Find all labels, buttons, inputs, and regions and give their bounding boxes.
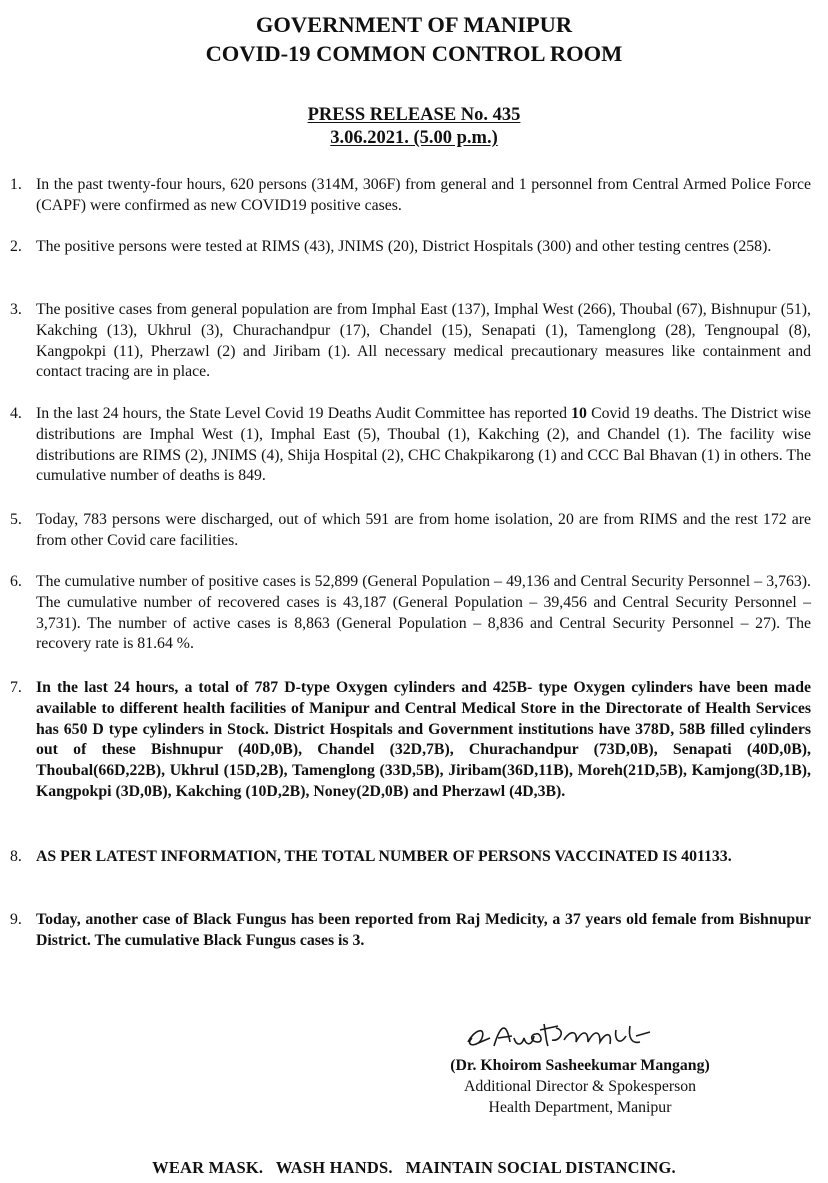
list-item: 4. In the last 24 hours, the State Level Covid 19 Deaths Audit Committee has reported 10 Covid 19 deaths. The District wise distributions are Imphal West (1), Imphal East (5), Thoubal (1), Kakching (2), and Chandel (1). The facility wise distributions are RIMS (2), JNIMS (4), Shija Hospital (2), CHC Chakpikarong (1) and CCC Bal Bhavan (1) in others. The cumulative number of deaths is 849. (10, 405, 812, 485)
release-title: PRESS RELEASE No. 435 (307, 105, 521, 125)
list-item: 7. In the last 24 hours, a total of 787 D-type Oxygen cylinders and 425B- type Oxygen cylinders have been made available to different health facilities of Manipur and Central Medical Store in the Directorate of Health Services has 650 D type cylinders in Stock. District Hospitals and Government institutions have 378D, 58B filled cylinders out of these Bishnupur (40D,0B), Chandel (32D,7B), Churachandpur (73D,0B), Senapati (40D,0B), Thoubal(66D,22B), Ukhrul (15D,2B), Tamenglong (33D,5B), Jiribam(36D,11B), Moreh(21D,5B), Kamjong(3D,1B), Kangpokpi (3D,0B), Kakching (10D,2B), Noney(2D,0B) and Pherzawl (4D,3B). (10, 679, 811, 800)
item-text: The positive persons were tested at RIMS (43), JNIMS (20), District Hospitals (300) and other testing centres (258). (36, 238, 772, 255)
signatory-designation: Additional Director & Spokesperson (463, 1078, 697, 1095)
list-item: 5. Today, 783 persons were discharged, out of which 591 are from home isolation, 20 are from RIMS and the rest 172 are from other Covid care facilities. (10, 511, 811, 549)
item-text: The positive cases from general population are from Imphal East (137), Imphal West (266), Thoubal (67), Bishnupur (51), Kakching (13), Ukhrul (3), Churachandpur (17), Chandel (15), Senapati (1), Tamenglong (28), Tengnoupal (8), Kangpokpi (11), Pherzawl (2) and Jiribam (1). All necessary medical precautionary measures like containment and contact tracing are in place. (36, 301, 811, 381)
signatory-department: Health Department, Manipur (488, 1099, 672, 1116)
header-government: GOVERNMENT OF MANIPUR (255, 12, 573, 37)
list-item: 3. The positive cases from general population are from Imphal East (137), Imphal West (266), Thoubal (67), Bishnupur (51), Kakching (13), Ukhrul (3), Churachandpur (17), Chandel (15), Senapati (1), Tamenglong (28), Tengnoupal (8), Kangpokpi (11), Pherzawl (2) and Jiribam (1). All necessary medical precautionary measures like containment and contact tracing are in place. (10, 301, 811, 381)
release-date: 3.06.2021. (5.00 p.m.) (330, 128, 498, 148)
document-header (0, 10, 828, 68)
item-text: The cumulative number of positive cases is 52,899 (General Population – 49,136 and Central Security Personnel – 3,763). The cumulative number of recovered cases is 43,187 (General Population – 39,456 and Central Security Personnel – 3,731). The number of active cases is 8,863 (General Population – 8,836 and Central Security Personnel – 27). The recovery rate is 81.64 %. (36, 573, 811, 653)
item-text: Today, 783 persons were discharged, out of which 591 are from home isolation, 20 are from RIMS and the rest 172 are from other Covid care facilities. (36, 511, 811, 549)
list-item: 8. AS PER LATEST INFORMATION, THE TOTAL NUMBER OF PERSONS VACCINATED IS 401133. (10, 848, 732, 865)
list-item: 9. Today, another case of Black Fungus has been reported from Raj Medicity, a 37 years old female from Bishnupur District. The cumulative Black Fungus cases is 3. (10, 911, 811, 949)
signatory-name: (Dr. Khoirom Sasheekumar Mangang) (450, 1057, 710, 1074)
item-text: In the last 24 hours, the State Level Covid 19 Deaths Audit Committee has reported 10 Covid 19 deaths. The District wise distributions are Imphal West (1), Imphal East (5), Thoubal (1), Kakching (2), and Chandel (1). The facility wise distributions are RIMS (2), JNIMS (4), Shija Hospital (2), CHC Chakpikarong (1) and CCC Bal Bhavan (1) in others. The cumulative number of deaths is 849. (36, 405, 812, 485)
release-heading (0, 104, 828, 150)
item-text: In the last 24 hours, a total of 787 D-type Oxygen cylinders and 425B- type Oxygen cylinders have been made available to different health facilities of Manipur and Central Medical Store in the Directorate of Health Services has 650 D type cylinders in Stock. District Hospitals and Government institutions have 378D, 58B filled cylinders out of these Bishnupur (40D,0B), Chandel (32D,7B), Churachandpur (73D,0B), Senapati (40D,0B), Thoubal(66D,22B), Ukhrul (15D,2B), Tamenglong (33D,5B), Jiribam(36D,11B), Moreh(21D,5B), Kamjong(3D,1B), Kangpokpi (3D,0B), Kakching (10D,2B), Noney(2D,0B) and Pherzawl (4D,3B). (36, 679, 811, 800)
list-item: 6. The cumulative number of positive cases is 52,899 (General Population – 49,136 and Central Security Personnel – 3,763). The cumulative number of recovered cases is 43,187 (General Population – 39,456 and Central Security Personnel – 3,731). The number of active cases is 8,863 (General Population – 8,836 and Central Security Personnel – 27). The recovery rate is 81.64 %. (10, 573, 811, 653)
item-text: Today, another case of Black Fungus has been reported from Raj Medicity, a 37 years old female from Bishnupur District. The cumulative Black Fungus cases is 3. (36, 911, 811, 949)
item-text: AS PER LATEST INFORMATION, THE TOTAL NUMBER OF PERSONS VACCINATED IS 401133. (36, 848, 732, 865)
list-item: 1. In the past twenty-four hours, 620 persons (314M, 306F) from general and 1 personnel from Central Armed Police Force (CAPF) were confirmed as new COVID19 positive cases. (10, 176, 811, 214)
signature-block (420, 1055, 740, 1118)
footer-slogan: WEAR MASK. WASH HANDS. MAINTAIN SOCIAL DISTANCING. (152, 1158, 676, 1177)
list-item: 2. The positive persons were tested at RIMS (43), JNIMS (20), District Hospitals (300) and other testing centres (258). (10, 238, 772, 255)
item-text: In the past twenty-four hours, 620 persons (314M, 306F) from general and 1 personnel from Central Armed Police Force (CAPF) were confirmed as new COVID19 positive cases. (36, 176, 811, 214)
deaths-count: 10 (571, 405, 587, 422)
handwritten-signature (460, 1012, 660, 1058)
header-control-room: COVID-19 COMMON CONTROL ROOM (205, 41, 623, 66)
